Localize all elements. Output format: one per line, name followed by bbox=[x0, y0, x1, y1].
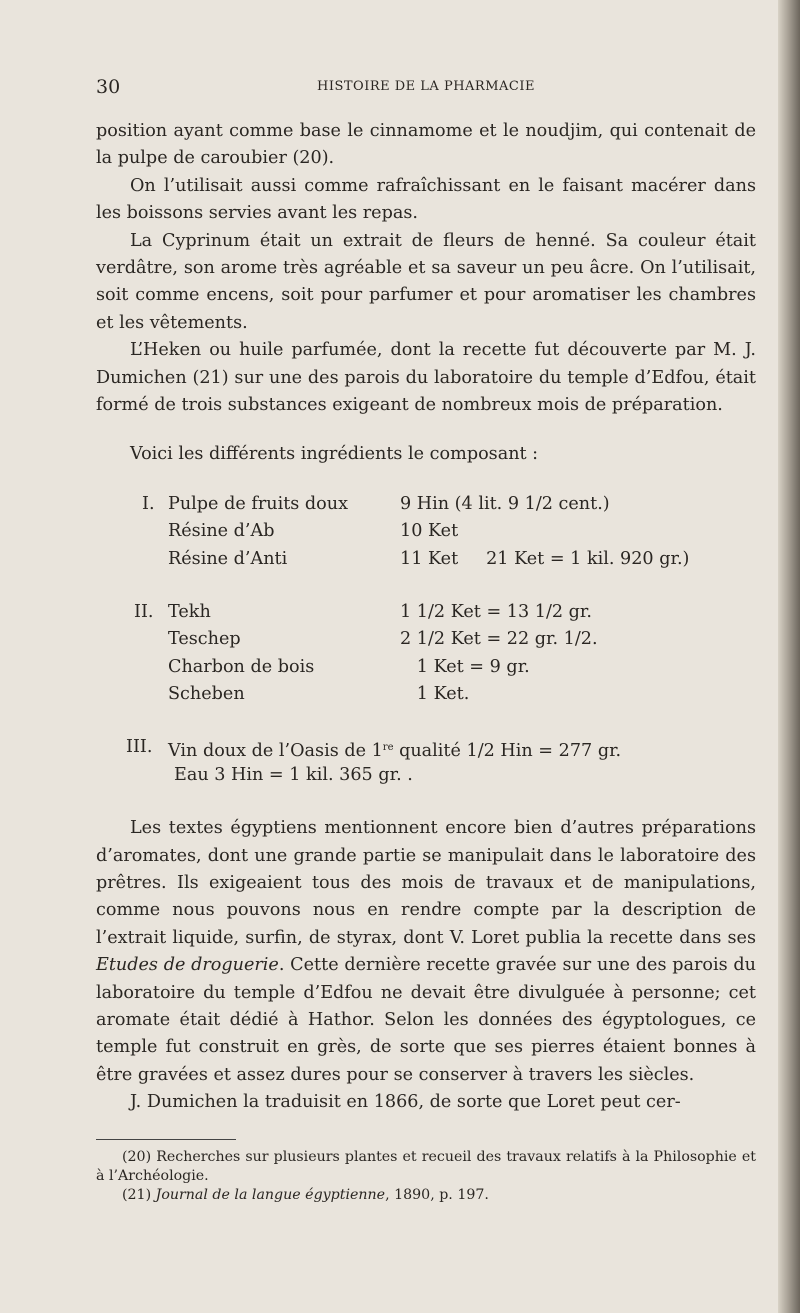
list-item bbox=[96, 626, 756, 654]
group-numeral: II. bbox=[134, 601, 154, 622]
ingredient-quantity: 11 Ket 21 Ket = 1 kil. 920 gr.) bbox=[400, 549, 690, 570]
paragraph: J. Dumichen la traduisit en 1866, de sorte que Loret peut cer- bbox=[130, 1092, 681, 1113]
paragraph bbox=[96, 815, 756, 1089]
ingredient-name: Résine d’Ab bbox=[168, 521, 275, 542]
line-text: qualité 1/2 Hin = 277 gr. bbox=[393, 741, 622, 762]
footnote-text: , 1890, p. 197. bbox=[385, 1186, 489, 1203]
list-item bbox=[96, 654, 756, 682]
line-text: Vin doux de l’Oasis de 1 bbox=[168, 741, 383, 762]
ingredient-line: Eau 3 Hin = 1 kil. 365 gr. . bbox=[174, 764, 413, 785]
footnotes bbox=[96, 1148, 756, 1205]
ingredient-quantity: 10 Ket bbox=[400, 521, 459, 542]
ingredient-name: Résine d’Anti bbox=[168, 549, 288, 570]
group-numeral: I. bbox=[142, 493, 155, 514]
ingredient-quantity: 1 1/2 Ket = 13 1/2 gr. bbox=[400, 601, 592, 622]
book-page bbox=[96, 72, 756, 1205]
ingredient-quantity: 1 Ket = 9 gr. bbox=[400, 656, 530, 677]
footnote-rule bbox=[96, 1139, 236, 1140]
ingredient-list bbox=[96, 491, 756, 789]
ingredient-quantity: 1 Ket. bbox=[400, 684, 470, 705]
ingredient-name: Teschep bbox=[168, 629, 241, 650]
list-item bbox=[96, 518, 756, 546]
running-title: HISTOIRE DE LA PHARMACIE bbox=[317, 79, 535, 94]
page-header bbox=[96, 72, 756, 102]
superscript: re bbox=[382, 742, 394, 754]
ingredient-quantity: 9 Hin (4 lit. 9 1/2 cent.) bbox=[400, 493, 610, 514]
journal-title: Journal de la langue égyptienne bbox=[155, 1186, 386, 1203]
paragraph-text: Les textes égyptiens mentionnent encore bien d’autres préparations d’aromates, dont une grande partie se manipulait dans le laboratoire des prêtres. Ils exigeaient tous des mois de travaux et de manipulations, comme nous pouvons nous en rendre compte par la description de l’extrait liquide, surfin, de styrax, dont V. Loret publia la recette dans ses bbox=[96, 818, 756, 948]
paragraph: On l’utilisait aussi comme rafraîchissant en le faisant macérer dans les boissons servies avant les repas. bbox=[96, 175, 756, 224]
main-text bbox=[96, 118, 756, 1117]
group-numeral: III. bbox=[126, 737, 153, 758]
book-title: Etudes de droguerie bbox=[96, 955, 279, 976]
paragraph: Voici les différents ingrédients le composant : bbox=[130, 444, 539, 465]
footnote-text: (21) bbox=[122, 1186, 156, 1203]
footnote: (20) Recherches sur plusieurs plantes et recueil des travaux relatifs à la Philosophie et à l’Archéologie. bbox=[96, 1148, 756, 1184]
ingredient-name: Scheben bbox=[168, 684, 245, 705]
ingredient-quantity: 2 1/2 Ket = 22 gr. 1/2. bbox=[400, 629, 598, 650]
list-item bbox=[96, 681, 756, 709]
list-item bbox=[96, 762, 756, 790]
ingredient-name: Tekh bbox=[168, 601, 211, 622]
list-item bbox=[96, 491, 756, 519]
book-spine-shadow bbox=[778, 0, 800, 1313]
footnote bbox=[96, 1186, 756, 1205]
paragraph-text: . Cette dernière recette gravée sur une des parois du laboratoire du temple d’Edfou ne devait être divulguée à personne; cet aromate était dédié à Hathor. Selon les données des égyptologues, ce temple fut construit en grès, de sorte que ses pierres étaient bonnes à être gravées et assez dures pour se conserver à travers les siècles. bbox=[96, 955, 756, 1085]
list-item bbox=[96, 599, 756, 627]
ingredient-name: Charbon de bois bbox=[168, 656, 315, 677]
page-number: 30 bbox=[96, 76, 121, 98]
list-item bbox=[96, 546, 756, 574]
paragraph: La Cyprinum était un extrait de fleurs de henné. Sa couleur était verdâtre, son arome très agréable et sa saveur un peu âcre. On l’utilisait, soit comme encens, soit pour parfumer et pour aromatiser les chambres et les vêtements. bbox=[96, 230, 756, 333]
ingredient-name: Pulpe de fruits doux bbox=[168, 493, 349, 514]
paragraph: L’Heken ou huile parfumée, dont la recette fut découverte par M. J. Dumichen (21) sur une des parois du laboratoire du temple d’Edfou, était formé de trois substances exigeant de nombreux mois de préparation. bbox=[96, 340, 756, 416]
list-item bbox=[96, 734, 756, 762]
paragraph: position ayant comme base le cinnamome et le noudjim, qui contenait de la pulpe de caroubier (20). bbox=[96, 121, 756, 169]
